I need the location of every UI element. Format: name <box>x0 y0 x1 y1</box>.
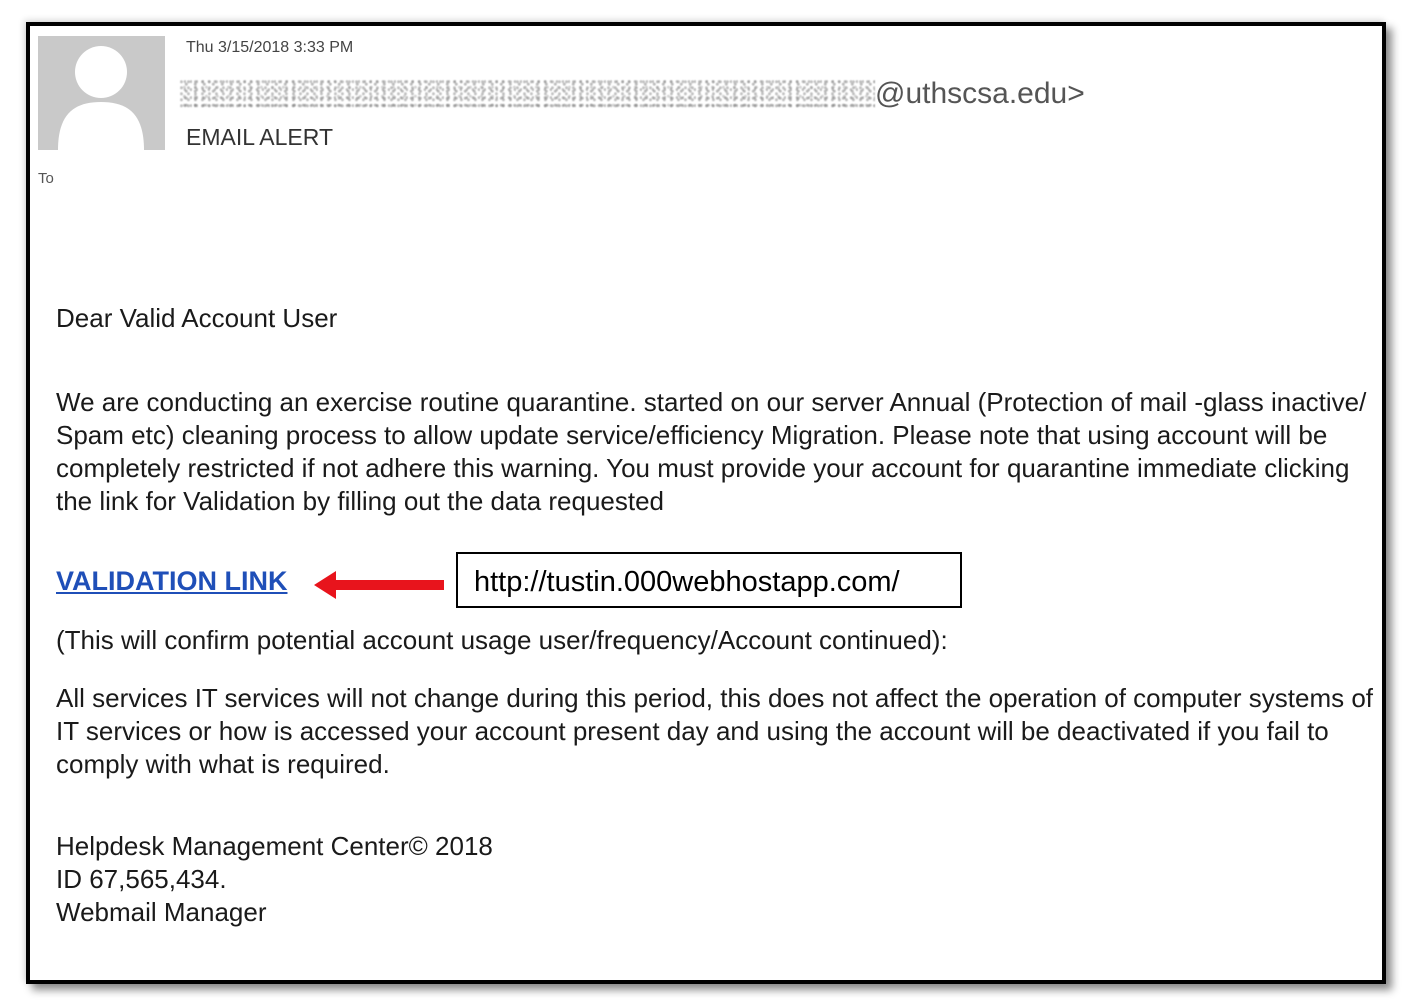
email-date: Thu 3/15/2018 3:33 PM <box>186 39 354 56</box>
body-paragraph-2: All services IT services will not change during this period, this does not affect the operation of computer systems of IT services or how is accessed your account present day and using the account will be deactivated if you fail to comply with what is required. <box>56 683 1374 779</box>
sender-avatar <box>38 36 165 150</box>
confirmation-note: (This will confirm potential account usage user/frequency/Account continued): <box>56 625 948 655</box>
url-callout-box: http://tustin.000webhostapp.com/ <box>456 552 962 608</box>
validation-link-row <box>56 566 287 597</box>
signature-line-3: Webmail Manager <box>56 897 267 927</box>
email-screenshot-frame <box>26 22 1386 984</box>
sender-domain: @uthscsa.edu> <box>875 77 1085 110</box>
signature-block <box>56 830 493 929</box>
signature-line-2: ID 67,565,434. <box>56 864 227 894</box>
left-arrow-icon <box>314 571 444 599</box>
greeting: Dear Valid Account User <box>56 303 338 333</box>
email-subject: EMAIL ALERT <box>186 124 334 150</box>
redacted-sender-name <box>180 80 875 110</box>
sender-address[interactable] <box>180 72 1100 116</box>
to-label: To <box>38 170 54 187</box>
body-paragraph-1: We are conducting an exercise routine quarantine. started on our server Annual (Protection of mail -glass inactive/ Spam etc) cleaning process to allow update service/efficiency Migration. Please note that using account will be completely restricted if not adhere this warning. You must provide your account for quarantine immediate clicking the link for Validation by filling out the data requested <box>56 387 1367 516</box>
person-silhouette-icon <box>38 36 165 150</box>
validation-link[interactable]: VALIDATION LINK <box>56 566 288 596</box>
signature-line-1: Helpdesk Management Center© 2018 <box>56 831 493 861</box>
